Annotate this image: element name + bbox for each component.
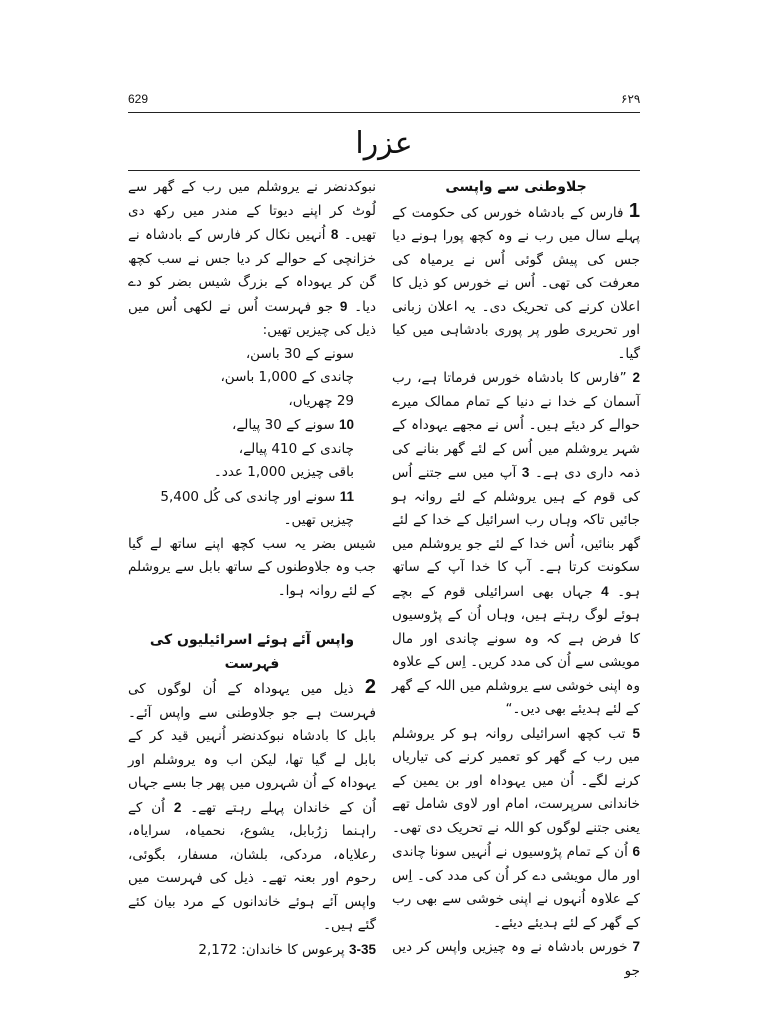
paragraph bbox=[392, 200, 640, 367]
verse-number: 11 bbox=[339, 488, 354, 504]
list-item: 29 چھریاں، bbox=[288, 392, 354, 409]
verse-number: 3-35 bbox=[348, 941, 376, 957]
verse-number: 8 bbox=[330, 227, 339, 242]
verse-number: 3 bbox=[521, 465, 530, 480]
section-heading-return: جلاوطنی سے واپسی bbox=[445, 179, 587, 195]
book-title: عزرا bbox=[355, 126, 413, 161]
verse-number: 5 bbox=[632, 725, 640, 741]
verse-text: ”فارس کا بادشاہ خورس فرماتا ہے، رب آسمان کے خدا نے دنیا کے تمام ممالک میرے حوالے کر دیئے ہیں۔ اُس نے مجھے یہوداہ کے شہر یروشلم میں اُس کے لئے گھر بنانے کی ذمہ داری دی ہے۔ bbox=[392, 370, 641, 481]
paragraph bbox=[128, 676, 376, 938]
list-item: چاندی کے 1,000 باسن، bbox=[220, 369, 354, 385]
chapter-number: 1 bbox=[628, 199, 640, 222]
verse-number: 7 bbox=[632, 939, 641, 954]
list-item: سونے کے 30 باسن، bbox=[245, 345, 354, 362]
paragraph bbox=[392, 722, 640, 936]
list-item bbox=[128, 413, 376, 438]
section-heading-list: واپس آئے ہوئے اسرائیلیوں کی فہرست bbox=[149, 632, 355, 672]
page-number-urdu: ۶۲۹ bbox=[621, 92, 641, 106]
verse-number: 6 bbox=[632, 844, 640, 859]
verse-text: نبوکدنضر نے یروشلم میں رب کے گھر سے لُوٹ کر اپنے دیوتا کے مندر میں رکھ دی تھیں۔ bbox=[128, 179, 377, 243]
list-item: چاندی کے 410 پیالے، bbox=[238, 440, 354, 457]
paragraph: شیس بضر یہ سب کچھ اپنے ساتھ لے گیا جب وہ جلاوطنوں کے ساتھ بابل سے یروشلم کے لئے روانہ ہوا۔ bbox=[128, 535, 376, 599]
verse-text: فارس کے بادشاہ خورس کی حکومت کے پہلے سال میں رب نے وہ کچھ پورا ہونے دیا جس کی پیش گوئی اُس نے یرمیاہ کی معرفت کی تھی۔ اُس نے خورس کو ذیل کا اعلان کرنے کی تحریک دی۔ یہ اعلان زبانی اور تحریری طور پر پوری بادشاہی میں کیا گیا۔ bbox=[392, 204, 640, 362]
header-rule bbox=[128, 112, 640, 113]
verse-number: 9 bbox=[339, 298, 348, 314]
verse-text: تب کچھ اسرائیلی روانہ ہو کر یروشلم میں رب کے گھر کو تعمیر کرنے کی تیاریاں کرنے لگے۔ اُن میں یہوداہ اور بن یمین کے خاندانی سرپرست، امام اور لاوی شامل تھے یعنی جتنے لوگوں کو اللہ نے تحریک دی تھی۔ bbox=[392, 725, 640, 836]
paragraph bbox=[392, 935, 640, 983]
paragraph bbox=[128, 938, 376, 963]
left-column bbox=[128, 176, 376, 962]
title-rule bbox=[128, 170, 640, 171]
paragraph bbox=[128, 485, 376, 533]
verse-number: 4 bbox=[601, 583, 609, 599]
verse-text: خورس بادشاہ نے وہ چیزیں واپس کر دیں جو bbox=[392, 939, 640, 979]
verse-text: اُن کے تمام پڑوسیوں نے اُنہیں سونا چاندی اور مال مویشی دے کر اُن کی مدد کی۔ اِس کے علاوہ اُنہوں نے اپنی خوشی سے بھی رب کے گھر کے لئے ہدیئے دیئے۔ bbox=[392, 844, 640, 931]
verse-text: اُنہیں نکال کر فارس کے بادشاہ نے خزانچی کے حوالے کر دیا جس نے سب کچھ گن کر یہوداہ کے بزرگ شیس بضر کو دے دیا۔ bbox=[128, 227, 376, 315]
verse-text: سونے اور چاندی کی کُل 5,400 چیزیں تھیں۔ bbox=[160, 488, 354, 528]
verse-number: 2 bbox=[632, 370, 640, 385]
verse-text: جہاں بھی اسرائیلی قوم کے بچے ہوئے لوگ رہتے ہیں، وہاں اُن کے پڑوسیوں کا فرض ہے کہ وہ سونے چاندی اور مال مویشی سے اُن کی مدد کریں۔ اِس کے علاوہ وہ اپنی خوشی سے یروشلم میں اللہ کے گھر کے لئے ہدیئے بھی دیں۔“ bbox=[392, 583, 640, 717]
verse-text: آپ میں سے جتنے اُس کی قوم کے ہیں یروشلم کے لئے روانہ ہو جائیں تاکہ وہاں رب اسرائیل کے خدا کے لئے گھر بنائیں، اُس خدا کے لئے جو یروشلم میں سکونت کرتا ہے۔ آپ کا خدا آپ کے ساتھ ہو۔ bbox=[392, 465, 641, 600]
verse-number: 10 bbox=[338, 417, 354, 432]
paragraph bbox=[392, 366, 640, 722]
verse-number: 2 bbox=[173, 799, 182, 815]
list-item-text: سونے کے 30 پیالے، bbox=[231, 417, 335, 433]
verse-text: اُن کے راہنما زرُبابل، یشوع، نحمیاہ، سرایاہ، رعلایاہ، مردکی، بلشان، مسفار، بگوئی، رحوم اور بعنہ تھے۔ ذیل کی فہرست میں واپس آئے ہوئے خاندانوں کے مرد بیان کئے گئے ہیں۔ bbox=[128, 799, 376, 933]
page-number-latin: 629 bbox=[128, 92, 149, 106]
verse-text: پرعوس کا خاندان: 2,172 bbox=[198, 941, 345, 958]
verse-text: ذیل میں یہوداہ کے اُن لوگوں کی فہرست ہے جو جلاوطنی سے واپس آئے۔ بابل کا بادشاہ نبوکدنضر اُنہیں قید کر کے بابل لے گیا تھا، لیکن اب وہ یروشلم اور یہوداہ کے اُن شہروں میں پھر جا بسے جہاں اُن کے خاندان پہلے رہتے تھے۔ bbox=[128, 681, 377, 816]
chapter-number: 2 bbox=[364, 676, 376, 698]
list-item: باقی چیزیں 1,000 عدد۔ bbox=[213, 464, 354, 480]
verse-text: جو فہرست اُس نے لکھی اُس میں ذیل کی چیزیں تھیں: bbox=[128, 298, 376, 338]
right-column bbox=[392, 176, 640, 983]
paragraph bbox=[128, 176, 376, 343]
